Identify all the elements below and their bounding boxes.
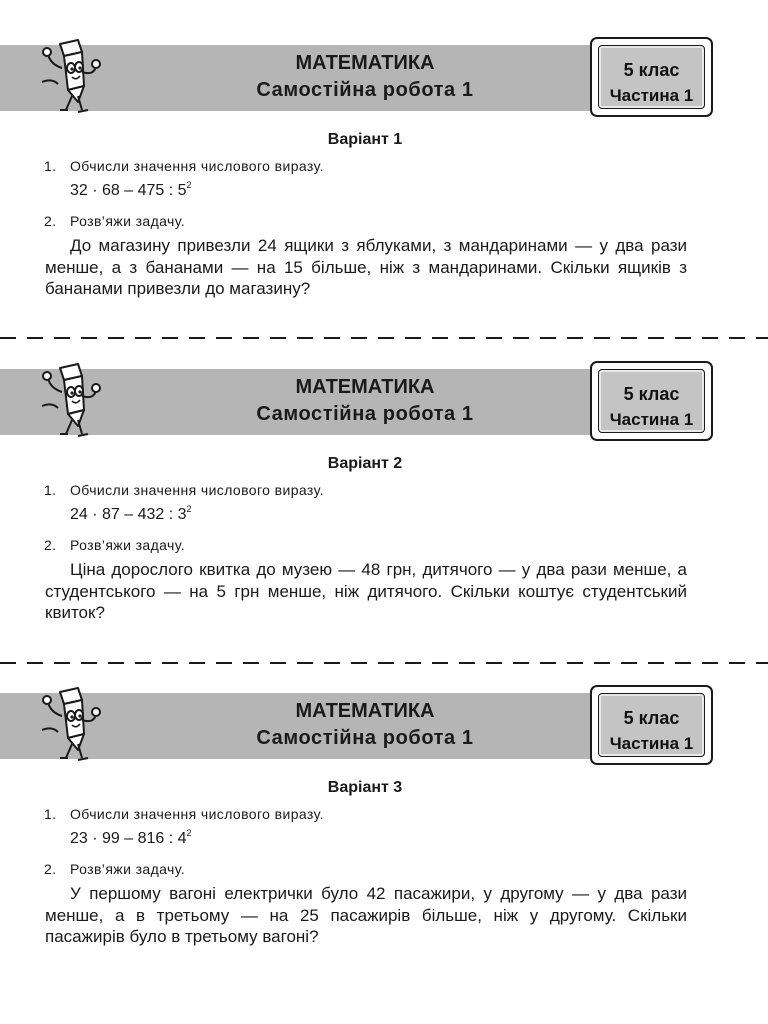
work-title: Самостійна робота 1 (256, 727, 474, 749)
variant-title: Варіант 3 (327, 779, 403, 796)
numeric-expression: 24 · 87 – 432 : $3^2$ (70, 504, 192, 523)
numeric-expression: 23 · 99 – 816 : $4^2$ (70, 828, 192, 847)
task-1-heading: 1. Обчисли значення числового виразу. (44, 806, 324, 822)
grade-label: 5 клас (623, 708, 680, 728)
pencil-mascot-icon (38, 362, 102, 442)
part-label: Частина 1 (609, 86, 694, 105)
worksheet-card-3 (0, 648, 768, 948)
variant-title: Варіант 1 (327, 131, 403, 148)
part-label: Частина 1 (609, 734, 694, 753)
subject-title: МАТЕМАТИКА (295, 700, 435, 722)
task-2-heading: 2. Розв’яжи задачу. (44, 537, 186, 553)
grade-label: 5 клас (623, 384, 680, 404)
grade-badge (590, 685, 713, 765)
task-2-heading: 2. Розв’яжи задачу. (44, 861, 186, 877)
variant-title: Варіант 2 (327, 455, 403, 472)
subject-title: МАТЕМАТИКА (295, 376, 435, 398)
grade-badge (590, 37, 713, 117)
task-1-heading: 1. Обчисли значення числового виразу. (44, 482, 324, 498)
task-2-heading: 2. Розв’яжи задачу. (44, 213, 186, 229)
work-title: Самостійна робота 1 (256, 79, 474, 101)
worksheet-card-2 (0, 324, 768, 624)
numeric-expression: 32 · 68 – 475 : $5^2$ (70, 180, 192, 199)
word-problem: До магазину привезли 24 ящики з яблуками, з мандаринами — у два рази менше, а з бананами — на 15 більше, ніж з мандаринами. Скільки ящиків з бананами привезли до магазину? (45, 236, 687, 298)
grade-label: 5 клас (623, 60, 680, 80)
subject-title: МАТЕМАТИКА (295, 52, 435, 74)
grade-badge (590, 361, 713, 441)
word-problem: Ціна дорослого квитка до музею — 48 грн, дитячого — у два рази менше, а студентського — на 5 грн менше, ніж дитячого. Скільки коштує студентський квиток? (45, 560, 687, 622)
pencil-mascot-icon (38, 686, 102, 766)
word-problem: У першому вагоні електрички було 42 пасажири, у другому — у два рази менше, а в третьому — на 25 пасажирів більше, ніж у другому. Скільки пасажирів було в третьому вагоні? (45, 884, 687, 946)
pencil-mascot-icon (38, 38, 102, 118)
task-1-heading: 1. Обчисли значення числового виразу. (44, 158, 324, 174)
worksheet-card-1 (0, 0, 768, 300)
part-label: Частина 1 (609, 410, 694, 429)
work-title: Самостійна робота 1 (256, 403, 474, 425)
